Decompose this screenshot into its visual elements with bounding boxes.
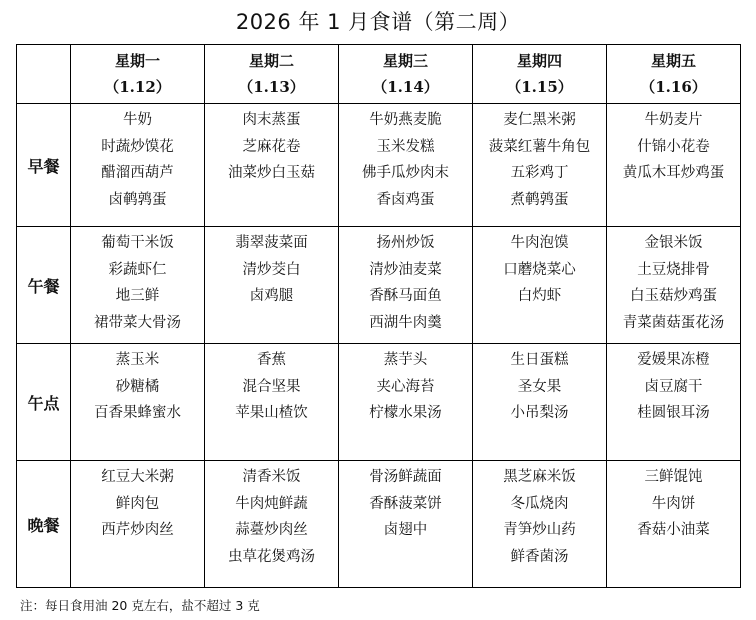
day-name: 星期二 bbox=[248, 52, 294, 70]
day-name: 星期四 bbox=[516, 52, 562, 70]
menu-cell-tue bbox=[205, 227, 339, 344]
dish-item: 黑芝麻米饭 bbox=[503, 469, 576, 485]
dish-item: 裙带菜大骨汤 bbox=[94, 314, 181, 331]
dish-list bbox=[205, 104, 338, 187]
dish-item: 爱媛果冻橙 bbox=[637, 352, 710, 368]
dish-item: 红豆大米粥 bbox=[101, 469, 174, 485]
dish-item: 青菜菌菇蛋花汤 bbox=[622, 314, 725, 331]
dish-item: 苹果山楂饮 bbox=[235, 405, 308, 421]
dish-item: 黄瓜木耳炒鸡蛋 bbox=[622, 165, 725, 181]
dish-item: 砂糖橘 bbox=[115, 378, 160, 395]
dish-item: 生日蛋糕 bbox=[510, 352, 569, 368]
dish-item: 鲜香菌汤 bbox=[510, 548, 569, 565]
dish-item: 西湖牛肉羹 bbox=[369, 314, 442, 331]
dish-list bbox=[473, 461, 606, 570]
dish-item: 白玉菇炒鸡蛋 bbox=[630, 288, 717, 304]
menu-cell-thu bbox=[473, 461, 607, 588]
dish-list bbox=[205, 461, 338, 570]
dish-item: 冬瓜烧肉 bbox=[510, 495, 569, 512]
dish-item: 什锦小花卷 bbox=[637, 138, 710, 155]
dish-item: 玉米发糕 bbox=[376, 138, 435, 155]
dish-list bbox=[607, 227, 740, 336]
dish-list bbox=[473, 344, 606, 427]
dish-item: 西芹炒肉丝 bbox=[101, 522, 174, 538]
dish-list bbox=[607, 104, 740, 187]
dish-item: 地三鲜 bbox=[115, 288, 160, 304]
menu-cell-thu bbox=[473, 344, 607, 461]
menu-cell-wed bbox=[339, 227, 473, 344]
dish-list bbox=[339, 461, 472, 544]
dish-list bbox=[71, 104, 204, 213]
menu-cell-mon bbox=[71, 227, 205, 344]
day-date: （1.13） bbox=[238, 78, 305, 96]
meal-row-lunch bbox=[17, 227, 741, 344]
dish-item: 肉末蒸蛋 bbox=[242, 112, 301, 128]
dish-item: 佛手瓜炒肉末 bbox=[362, 165, 449, 181]
menu-cell-fri bbox=[607, 461, 741, 588]
page-title: 2026 年 1 月食谱（第二周） bbox=[235, 10, 521, 34]
dish-item: 卤鹌鹑蛋 bbox=[108, 191, 167, 208]
day-name: 星期三 bbox=[382, 52, 428, 70]
dish-item: 芝麻花卷 bbox=[242, 138, 301, 155]
menu-cell-fri bbox=[607, 104, 741, 227]
meal-label: 早餐 bbox=[17, 104, 71, 227]
dish-item: 五彩鸡丁 bbox=[510, 165, 569, 181]
menu-cell-tue bbox=[205, 104, 339, 227]
dish-item: 香酥菠菜饼 bbox=[369, 495, 442, 512]
menu-cell-mon bbox=[71, 461, 205, 588]
dish-item: 鲜肉包 bbox=[115, 495, 160, 512]
dish-list bbox=[205, 227, 338, 310]
dish-item: 牛奶 bbox=[123, 112, 152, 128]
dish-item: 混合坚果 bbox=[242, 378, 301, 395]
menu-cell-tue bbox=[205, 344, 339, 461]
dish-list bbox=[205, 344, 338, 427]
day-header-wed bbox=[339, 45, 473, 104]
dish-item: 蒜薹炒肉丝 bbox=[235, 522, 308, 538]
menu-cell-thu bbox=[473, 227, 607, 344]
dish-item: 香菇小油菜 bbox=[637, 522, 710, 538]
corner-cell bbox=[17, 45, 71, 104]
day-date: （1.14） bbox=[372, 78, 439, 96]
dish-item: 小吊梨汤 bbox=[510, 405, 569, 421]
dish-item: 蒸玉米 bbox=[115, 352, 160, 368]
dish-item: 清炒油麦菜 bbox=[369, 261, 442, 278]
dish-list bbox=[71, 344, 204, 427]
dish-item: 煮鹌鹑蛋 bbox=[510, 191, 569, 208]
dish-list bbox=[339, 344, 472, 427]
day-date: （1.16） bbox=[640, 78, 707, 96]
dish-item: 桂圆银耳汤 bbox=[637, 405, 710, 421]
dish-item: 香酥马面鱼 bbox=[369, 288, 442, 304]
dish-item: 油菜炒白玉菇 bbox=[228, 165, 315, 181]
dish-item: 百香果蜂蜜水 bbox=[94, 405, 181, 421]
dish-item: 时蔬炒馍花 bbox=[101, 138, 174, 155]
dish-item: 口蘑烧菜心 bbox=[503, 261, 576, 278]
dish-item: 麦仁黑米粥 bbox=[503, 112, 576, 128]
menu-cell-mon bbox=[71, 344, 205, 461]
day-name: 星期五 bbox=[650, 52, 696, 70]
menu-cell-wed bbox=[339, 461, 473, 588]
menu-cell-wed bbox=[339, 104, 473, 227]
menu-cell-tue bbox=[205, 461, 339, 588]
dish-item: 牛肉炖鲜蔬 bbox=[235, 495, 308, 512]
dish-item: 牛奶燕麦脆 bbox=[369, 112, 442, 128]
menu-cell-fri bbox=[607, 344, 741, 461]
dish-item: 葡萄干米饭 bbox=[101, 235, 174, 251]
header-row bbox=[17, 45, 741, 104]
dish-item: 蒸芋头 bbox=[383, 352, 428, 368]
dish-list bbox=[473, 104, 606, 213]
meal-label: 午点 bbox=[17, 344, 71, 461]
dish-item: 香卤鸡蛋 bbox=[376, 191, 435, 208]
dish-item: 白灼虾 bbox=[517, 288, 562, 304]
menu-table bbox=[16, 44, 741, 588]
dish-item: 卤翅中 bbox=[383, 522, 428, 538]
dish-item: 三鲜馄饨 bbox=[644, 469, 703, 485]
dish-item: 骨汤鲜蔬面 bbox=[369, 469, 442, 485]
meal-row-afternoon-snack bbox=[17, 344, 741, 461]
footnote: 注：每日食用油 20 克左右，盐不超过 3 克 bbox=[20, 598, 260, 613]
meal-label: 晚餐 bbox=[17, 461, 71, 588]
dish-item: 牛肉泡馍 bbox=[510, 235, 569, 251]
menu-cell-wed bbox=[339, 344, 473, 461]
dish-item: 牛奶麦片 bbox=[644, 112, 703, 128]
day-header-fri bbox=[607, 45, 741, 104]
menu-cell-mon bbox=[71, 104, 205, 227]
dish-item: 夹心海苔 bbox=[376, 378, 435, 395]
dish-list bbox=[339, 104, 472, 213]
meal-label: 午餐 bbox=[17, 227, 71, 344]
dish-item: 土豆烧排骨 bbox=[637, 261, 710, 278]
day-date: （1.15） bbox=[506, 78, 573, 96]
dish-item: 圣女果 bbox=[517, 378, 562, 395]
dish-item: 醋溜西葫芦 bbox=[101, 165, 174, 181]
dish-item: 香蕉 bbox=[257, 352, 286, 368]
day-name: 星期一 bbox=[114, 52, 160, 70]
dish-item: 清炒茭白 bbox=[242, 261, 301, 278]
dish-list bbox=[71, 227, 204, 336]
dish-list bbox=[473, 227, 606, 310]
dish-list bbox=[71, 461, 204, 544]
day-header-tue bbox=[205, 45, 339, 104]
menu-cell-thu bbox=[473, 104, 607, 227]
dish-item: 青笋炒山药 bbox=[503, 522, 576, 538]
dish-item: 菠菜红薯牛角包 bbox=[488, 138, 591, 155]
dish-item: 卤鸡腿 bbox=[249, 288, 294, 304]
day-header-thu bbox=[473, 45, 607, 104]
day-header-mon bbox=[71, 45, 205, 104]
dish-list bbox=[607, 461, 740, 544]
menu-cell-fri bbox=[607, 227, 741, 344]
dish-item: 扬州炒饭 bbox=[376, 235, 435, 251]
dish-item: 柠檬水果汤 bbox=[369, 405, 442, 421]
dish-list bbox=[339, 227, 472, 336]
dish-item: 金银米饭 bbox=[644, 235, 703, 251]
dish-item: 虫草花煲鸡汤 bbox=[228, 548, 315, 565]
day-date: （1.12） bbox=[104, 78, 171, 96]
dish-item: 牛肉饼 bbox=[651, 495, 696, 512]
dish-item: 翡翠菠菜面 bbox=[235, 235, 308, 251]
dish-item: 清香米饭 bbox=[242, 469, 301, 485]
dish-item: 卤豆腐干 bbox=[644, 378, 703, 395]
dish-item: 彩蔬虾仁 bbox=[108, 261, 167, 278]
meal-row-dinner bbox=[17, 461, 741, 588]
dish-list bbox=[607, 344, 740, 427]
meal-row-breakfast bbox=[17, 104, 741, 227]
